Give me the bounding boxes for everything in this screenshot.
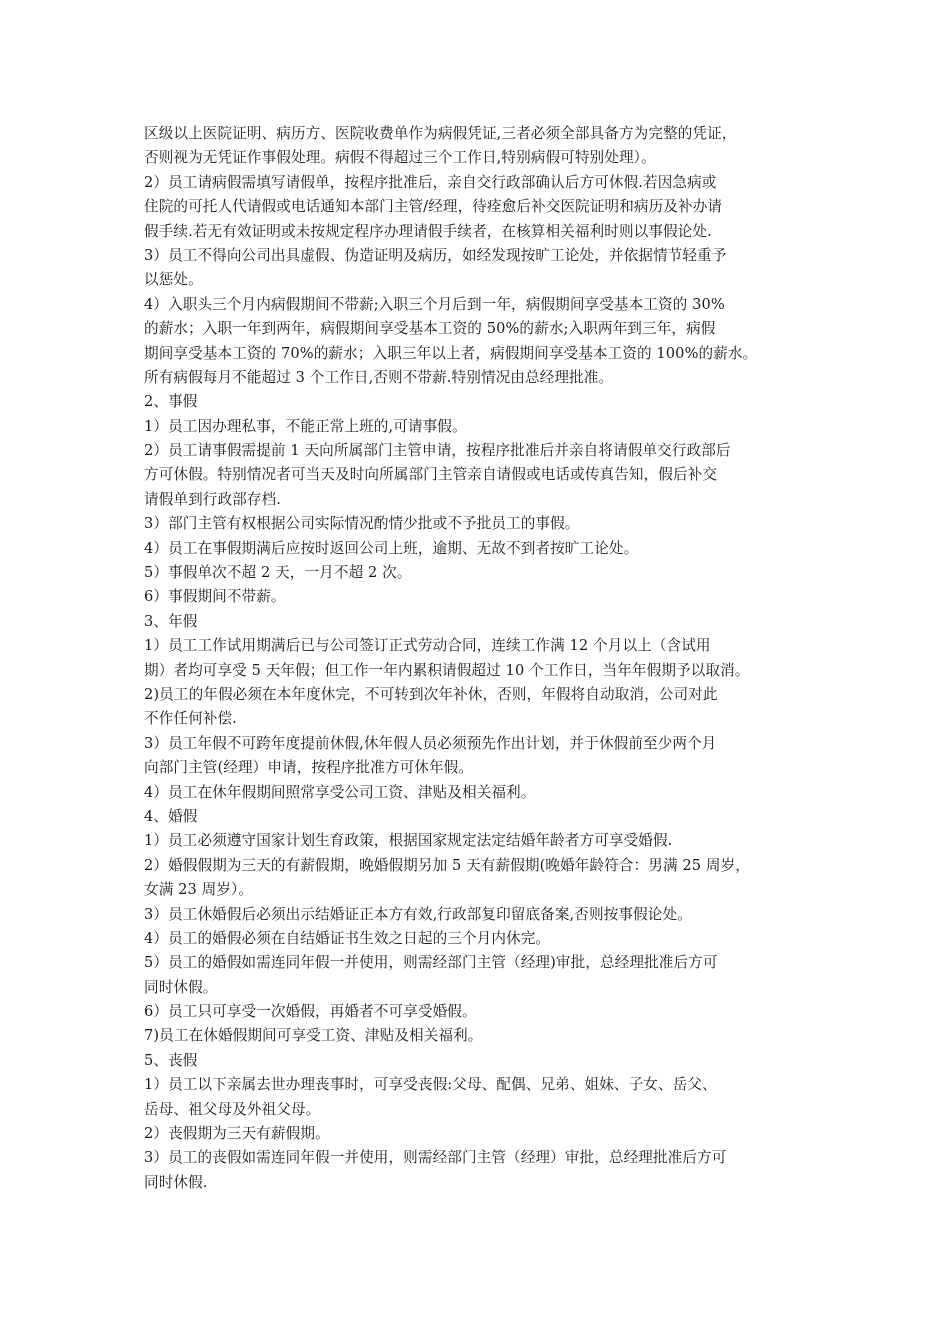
text-line: 4）员工的婚假必须在自结婚证书生效之日起的三个月内休完。 bbox=[144, 929, 551, 947]
text-line: 的薪水；入职一年到两年，病假期间享受基本工资的 50%的薪水;入职两年到三年，病假 bbox=[144, 320, 716, 338]
text-line: 2）员工请病假需填写请假单，按程序批准后，亲自交行政部确认后方可休假.若因急病或 bbox=[144, 173, 717, 191]
text-line: 2）员工请事假需提前 1 天向所属部门主管申请，按程序批准后并亲自将请假单交行政部后 bbox=[144, 442, 731, 460]
text-line: 1）员工以下亲属去世办理丧事时，可享受丧假:父母、配偶、兄弟、姐妹、子女、岳父、 bbox=[144, 1076, 717, 1094]
text-line: 同时休假。 bbox=[144, 978, 218, 996]
text-line: 请假单到行政部存档. bbox=[144, 490, 281, 508]
text-line: 1）员工因办理私事，不能正常上班的,可请事假。 bbox=[144, 417, 467, 435]
text-line: 2）丧假期为三天有薪假期。 bbox=[144, 1125, 330, 1143]
text-line: 岳母、祖父母及外祖父母。 bbox=[144, 1100, 321, 1118]
document-body bbox=[144, 122, 824, 1195]
text-line: 2）婚假假期为三天的有薪假期，晚婚假期另加 5 天有薪假期(晚婚年龄符合：男满 25 周岁， bbox=[144, 856, 750, 874]
text-line: 6）事假期间不带薪。 bbox=[144, 588, 286, 606]
text-line: 2)员工的年假必须在本年度休完，不可转到次年补休，否则，年假将自动取消，公司对此 bbox=[144, 685, 718, 703]
text-line: 1）员工必须遵守国家计划生育政策，根据国家规定法定结婚年龄者方可享受婚假. bbox=[144, 832, 673, 850]
text-line: 1）员工工作试用期满后已与公司签订正式劳动合同，连续工作满 12 个月以上（含试用 bbox=[144, 637, 711, 655]
text-line: 2、事假 bbox=[144, 393, 198, 411]
text-line: 区级以上医院证明、病历方、医院收费单作为病假凭证,三者必须全部具备方为完整的凭证， bbox=[144, 125, 737, 142]
text-line: 4）员工在休年假期间照常享受公司工资、津贴及相关福利。 bbox=[144, 783, 536, 801]
text-line: 住院的可托人代请假或电话通知本部门主管/经理，待痊愈后补交医院证明和病历及补办请 bbox=[144, 198, 723, 216]
text-line: 不作任何补偿. bbox=[144, 710, 237, 728]
text-line: 同时休假. bbox=[144, 1173, 208, 1191]
text-line: 期间享受基本工资的 70%的薪水；入职三年以上者，病假期间享受基本工资的 100%的薪水。 bbox=[144, 344, 758, 362]
text-line: 3）员工休婚假后必须出示结婚证正本方有效,行政部复印留底备案,否则按事假论处。 bbox=[144, 905, 692, 923]
text-line: 4）员工在事假期满后应按时返回公司上班，逾期、无故不到者按旷工论处。 bbox=[144, 539, 639, 557]
text-line: 3）部门主管有权根据公司实际情况酌情少批或不予批员工的事假。 bbox=[144, 515, 580, 533]
text-line: 4）入职头三个月内病假期间不带薪;入职三个月后到一年，病假期间享受基本工资的 30% bbox=[144, 295, 725, 313]
text-line: 假手续.若无有效证明或未按规定程序办理请假手续者，在核算相关福利时则以事假论处. bbox=[144, 222, 712, 240]
text-line: 5、丧假 bbox=[144, 1051, 198, 1069]
text-line: 否则视为无凭证作事假处理。病假不得超过三个工作日,特别病假可特别处理）。 bbox=[144, 149, 656, 167]
text-line: 女满 23 周岁）。 bbox=[144, 881, 254, 899]
text-line: 期）者均可享受 5 天年假；但工作一年内累积请假超过 10 个工作日，当年年假期予以取消。 bbox=[144, 661, 750, 679]
text-line: 4、婚假 bbox=[144, 807, 198, 825]
text-line: 5）员工的婚假如需连同年假一并使用，则需经部门主管（经理)审批，总经理批准后方可 bbox=[144, 954, 718, 972]
text-line: 3）员工不得向公司出具虚假、伪造证明及病历，如经发现按旷工论处，并依据情节轻重予 bbox=[144, 246, 727, 264]
text-line: 3）员工年假不可跨年度提前休假,休年假人员必须预先作出计划，并于休假前至少两个月 bbox=[144, 734, 717, 752]
text-line: 以惩处。 bbox=[144, 271, 203, 289]
text-line: 5）事假单次不超 2 天，一月不超 2 次。 bbox=[144, 564, 412, 582]
text-line: 7)员工在休婚假期间可享受工资、津贴及相关福利。 bbox=[144, 1027, 483, 1045]
text-line: 方可休假。特别情况者可当天及时向所属部门主管亲自请假或电话或传真告知，假后补交 bbox=[144, 466, 718, 484]
text-line: 3）员工的丧假如需连同年假一并使用，则需经部门主管（经理）审批，总经理批准后方可 bbox=[144, 1149, 727, 1167]
text-line: 所有病假每月不能超过 3 个工作日,否则不带薪.特别情况由总经理批准。 bbox=[144, 368, 614, 386]
text-line: 向部门主管(经理）申请，按程序批准方可休年假。 bbox=[144, 759, 474, 777]
text-line: 3、年假 bbox=[144, 612, 198, 630]
text-line: 6）员工只可享受一次婚假，再婚者不可享受婚假。 bbox=[144, 1003, 477, 1021]
